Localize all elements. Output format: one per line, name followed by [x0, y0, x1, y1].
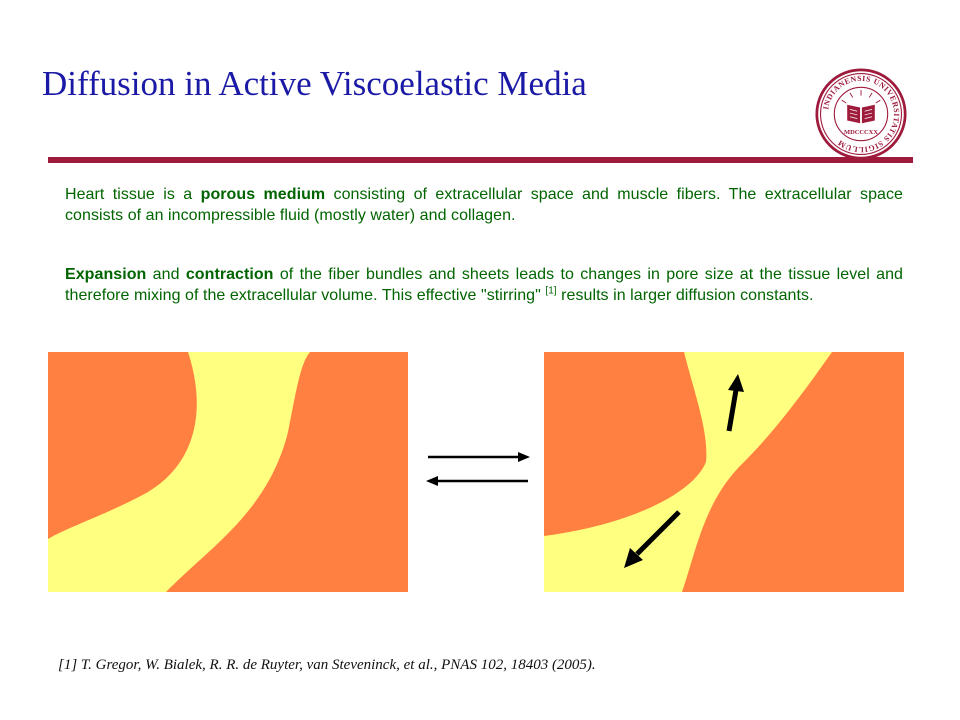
reference-marker: [1] [545, 285, 557, 297]
paragraph-porous-medium [65, 184, 903, 226]
slide-title: Diffusion in Active Viscoelastic Media [42, 64, 587, 103]
paragraph1-text-b: consisting of extracellular space and muscle fibers. The extracellular space consists of an incompressible fluid (mostly water) and collagen. [65, 186, 903, 224]
reversible-arrows-icon [420, 445, 536, 493]
citation: [1] T. Gregor, W. Bialek, R. R. de Ruyter, van Steveninck, et al., PNAS 102, 18403 (2005). [58, 657, 596, 673]
seal-year: MDCCCXX [844, 129, 878, 137]
paragraph2-text-a: and [146, 266, 186, 283]
paragraph2-text-b: of the fiber bundles and sheets leads to changes in pore size at the tissue level and therefore mixing of the extracellular volume. This effective "stirring" [65, 266, 903, 304]
university-seal-icon [815, 68, 907, 160]
tissue-relaxed-illustration [48, 352, 408, 592]
paragraph1-text-a: Heart tissue is a [65, 186, 201, 203]
paragraph1-bold-porous-medium: porous medium [200, 186, 326, 203]
paragraph-expansion-contraction [65, 264, 903, 306]
paragraph2-text-c: results in larger diffusion constants. [556, 287, 814, 304]
title-divider [48, 157, 913, 163]
seal-ring-text: INDIANENSIS UNIVERSITATIS SIGILLUM [821, 73, 902, 155]
paragraph2-bold-expansion: Expansion [65, 266, 147, 283]
paragraph2-bold-contraction: contraction [185, 266, 274, 283]
tissue-stirred-illustration [544, 352, 904, 592]
